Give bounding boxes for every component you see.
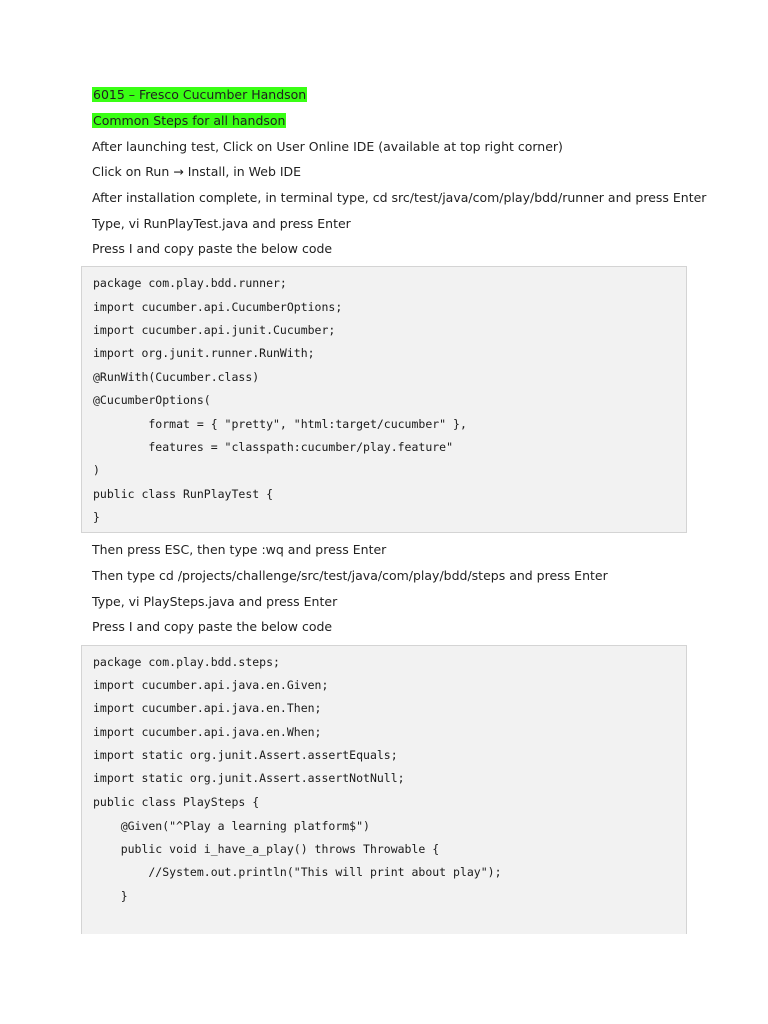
code-line: import cucumber.api.java.en.When; <box>93 725 322 739</box>
instruction-line: Type, vi RunPlayTest.java and press Enter <box>92 216 351 231</box>
code-line: public void i_have_a_play() throws Throwable { <box>93 842 440 856</box>
code-line: import cucumber.api.java.en.Then; <box>93 701 322 715</box>
instruction-line: Then press ESC, then type :wq and press Enter <box>92 542 387 557</box>
code-line: @Given("^Play a learning platform$") <box>93 819 370 833</box>
code-line: import org.junit.runner.RunWith; <box>93 346 315 360</box>
code-block-runner <box>81 266 687 533</box>
code-line: format = { "pretty", "html:target/cucumber" }, <box>93 417 467 431</box>
doc-subtitle <box>92 113 286 129</box>
code-line: import static org.junit.Assert.assertNotNull; <box>93 771 405 785</box>
code-line: import cucumber.api.junit.Cucumber; <box>93 323 336 337</box>
code-line: @RunWith(Cucumber.class) <box>93 370 260 384</box>
code-line: public class PlaySteps { <box>93 795 260 809</box>
code-line: features = "classpath:cucumber/play.feature" <box>93 440 454 454</box>
instruction-line: After launching test, Click on User Online IDE (available at top right corner) <box>92 139 563 154</box>
instruction-line: Type, vi PlaySteps.java and press Enter <box>92 594 338 609</box>
code-line: public class RunPlayTest { <box>93 487 274 501</box>
code-line: import static org.junit.Assert.assertEquals; <box>93 748 398 762</box>
code-line: @CucumberOptions( <box>93 393 211 407</box>
code-line: } <box>93 510 100 524</box>
code-line: import cucumber.api.CucumberOptions; <box>93 300 343 314</box>
code-line: import cucumber.api.java.en.Given; <box>93 678 329 692</box>
instruction-line: After installation complete, in terminal type, cd src/test/java/com/play/bdd/runner and press Enter <box>92 190 707 205</box>
code-line: ) <box>93 463 100 477</box>
doc-title <box>92 87 307 103</box>
doc-subtitle-text: Common Steps for all handson <box>93 113 286 128</box>
code-block-steps <box>81 645 687 934</box>
code-line: } <box>93 889 128 903</box>
instruction-line: Press I and copy paste the below code <box>92 241 333 256</box>
code-line: package com.play.bdd.runner; <box>93 276 287 290</box>
instruction-line: Then type cd /projects/challenge/src/test/java/com/play/bdd/steps and press Enter <box>92 568 608 583</box>
doc-title-text: 6015 – Fresco Cucumber Handson <box>93 87 307 102</box>
code-line: package com.play.bdd.steps; <box>93 655 280 669</box>
code-line: //System.out.println("This will print about play"); <box>93 865 502 879</box>
instruction-line: Press I and copy paste the below code <box>92 619 333 634</box>
instruction-line: Click on Run → Install, in Web IDE <box>92 164 302 179</box>
